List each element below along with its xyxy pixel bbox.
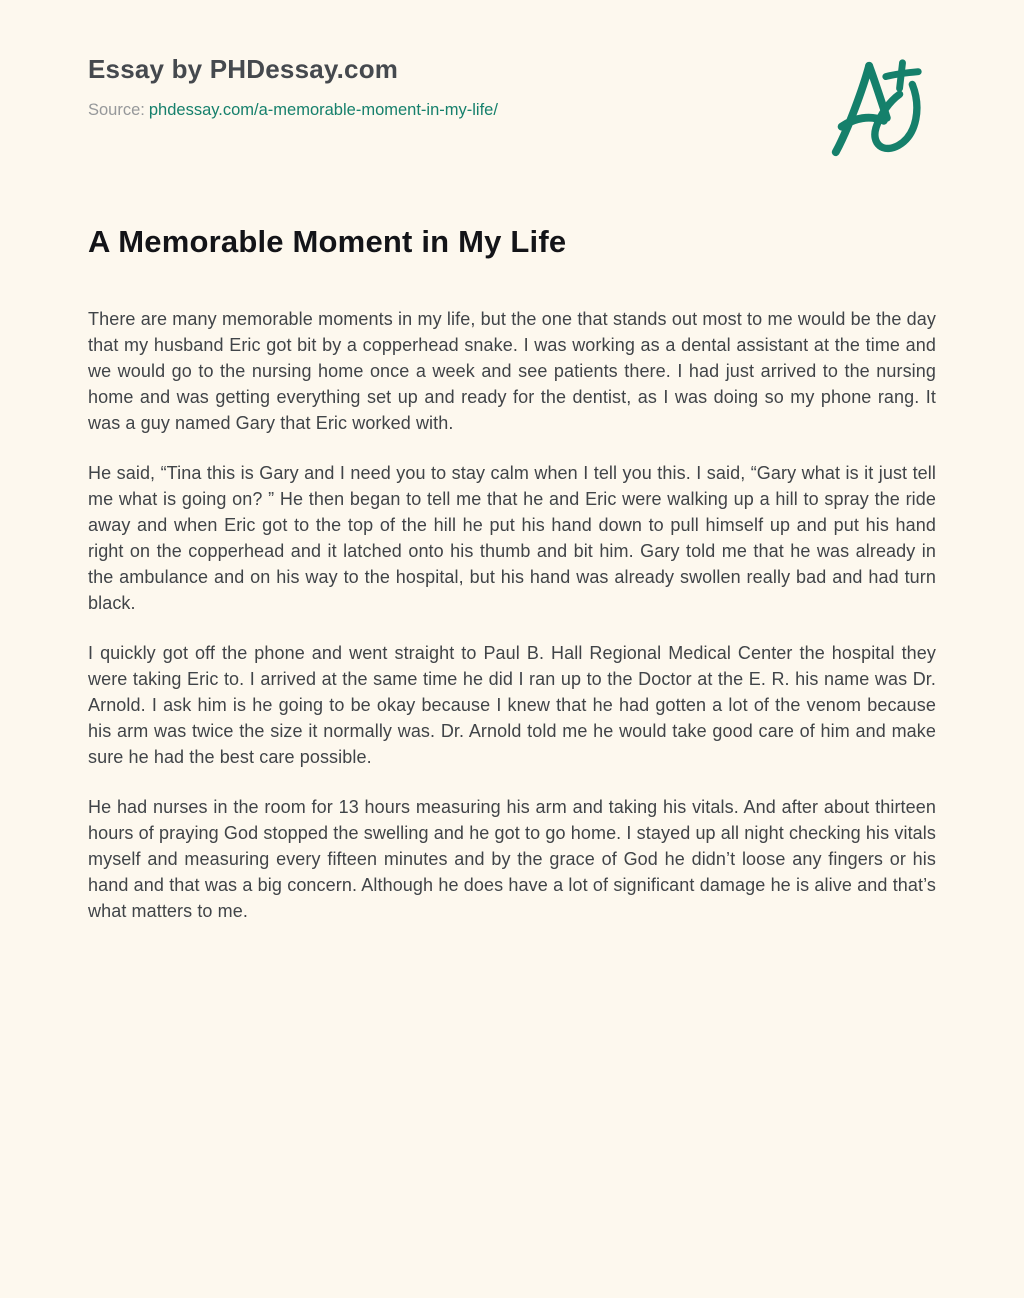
a-plus-logo-icon <box>826 54 926 162</box>
source-link[interactable]: phdessay.com/a-memorable-moment-in-my-life/ <box>148 101 498 119</box>
essay-body <box>88 306 936 924</box>
essay-paragraph: He said, “Tina this is Gary and I need you to stay calm when I tell you this. I said, “Gary what is it just tell me what is going on? ” He then began to tell me that he and Eric were walking up a hill to spray the ride away and when Eric got to the top of the hill he put his hand down to pull himself up and put his hand right on the copperhead and it latched onto his thumb and bit him. Gary told me that he was already in the ambulance and on his way to the hospital, but his hand was already swollen really bad and had turn black. <box>88 463 936 613</box>
page-header <box>88 50 936 162</box>
essay-paragraph: There are many memorable moments in my life, but the one that stands out most to me would be the day that my husband Eric got bit by a copperhead snake. I was working as a dental assistant at the time and we would go to the nursing home once a week and see patients there. I had just arrived to the nursing home and was getting everything set up and ready for the dentist, as I was doing so my phone rang. It was a guy named Gary that Eric worked with. <box>88 309 936 433</box>
essay-paragraph: I quickly got off the phone and went straight to Paul B. Hall Regional Medical Center the hospital they were taking Eric to. I arrived at the same time he did I ran up to the Doctor at the E. R. his name was Dr. Arnold. I ask him is he going to be okay because I knew that he had gotten a lot of the venom because his arm was twice the size it normally was. Dr. Arnold told me he would take good care of him and make sure he had the best care possible. <box>88 643 936 767</box>
source-line <box>88 101 498 120</box>
header-text-block <box>88 50 498 120</box>
essay-paragraph: He had nurses in the room for 13 hours measuring his arm and taking his vitals. And after about thirteen hours of praying God stopped the swelling and he got to go home. I stayed up all night checking his vitals myself and measuring every fifteen minutes and by the grace of God he didn’t loose any fingers or his hand and that was a big concern. Although he does have a lot of significant damage he is alive and that’s what matters to me. <box>88 797 936 921</box>
source-label: Source: <box>88 101 145 119</box>
page-title: A Memorable Moment in My Life <box>88 224 567 259</box>
byline: Essay by PHDessay.com <box>88 54 399 84</box>
